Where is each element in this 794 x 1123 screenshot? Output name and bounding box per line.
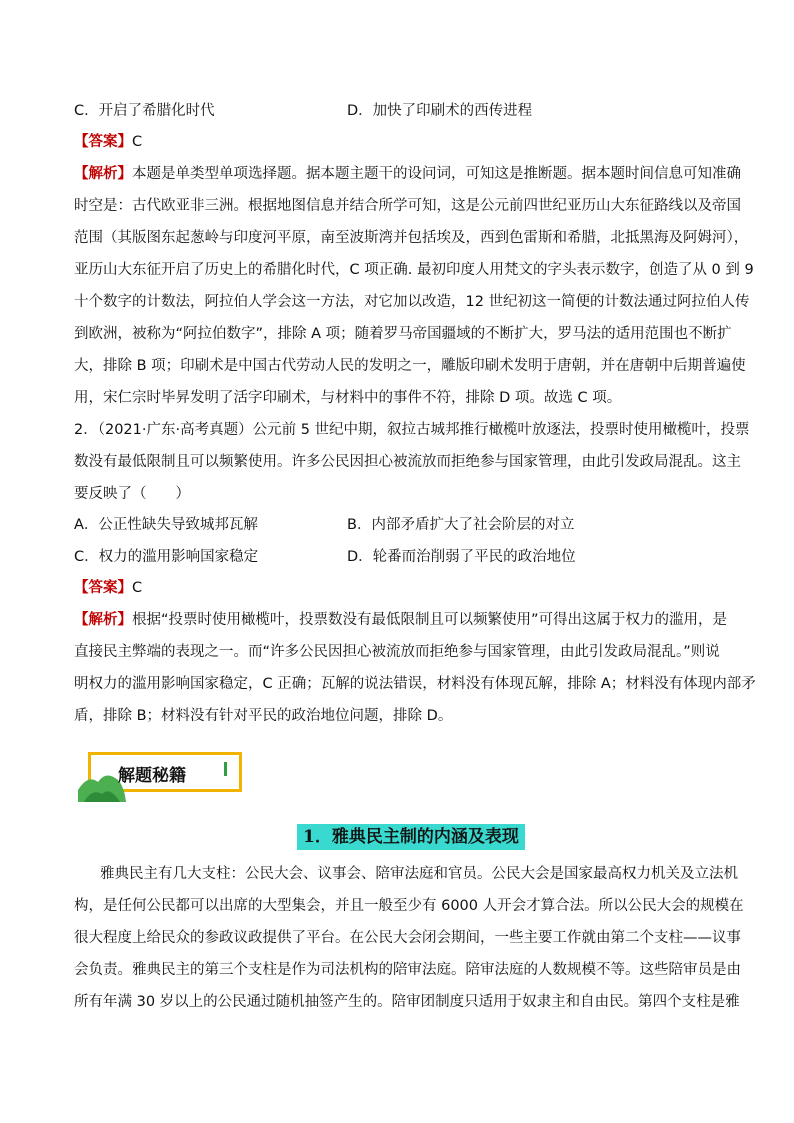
q2-analysis-line: 盾，排除 B；材料没有针对平民的政治地位问题，排除 D。	[74, 708, 453, 724]
q2-option-a: A．公正性缺失导致城邦瓦解	[74, 517, 258, 533]
section-paragraph-line: 所有年满 30 岁以上的公民通过随机抽签产生的。陪审团制度只适用于奴隶主和自由民。第四个支柱是雅	[74, 994, 740, 1010]
q1-analysis-line	[74, 164, 741, 184]
section-title: 1．雅典民主制的内涵及表现	[297, 824, 525, 850]
q2-stem-line: 2．（2021·广东·高考真题）公元前 5 世纪中期，叙拉古城邦推行橄榄叶放逐法，投票时使用橄榄叶，投票	[74, 422, 750, 438]
q1-analysis-line: 大，排除 B 项；印刷术是中国古代劳动人民的发明之一，雕版印刷术发明于唐朝，并在唐朝中后期普遍使	[74, 358, 746, 374]
q1-analysis-line: 时空是：古代欧亚非三洲。根据地图信息并结合所学可知，这是公元前四世纪亚历山大东征路线以及帝国	[74, 198, 741, 214]
q1-analysis-line: 亚历山大东征开启了历史上的希腊化时代，C 项正确. 最初印度人用梵文的字头表示数字，创造了从 0 到 9	[74, 262, 754, 278]
q2-analysis-line: 明权力的滥用影响国家稳定，C 正确；瓦解的说法错误，材料没有体现瓦解，排除 A；材料没有体现内部矛	[74, 676, 756, 692]
q2-answer	[74, 578, 142, 598]
analysis-tag: 【解析】	[74, 612, 132, 628]
tips-badge	[78, 752, 246, 802]
q2-analysis-line: 直接民主弊端的表现之一。而“许多公民因担心被流放而拒绝参与国家管理，由此引发政局混乱。”则说	[74, 644, 720, 660]
q1-analysis-line: 十个数字的计数法，阿拉伯人学会这一方法，对它加以改造，12 世纪初这一简便的计数法通过阿拉伯人传	[74, 294, 750, 310]
badge-accent	[224, 762, 227, 776]
answer-value: C	[132, 134, 143, 150]
q2-analysis-line	[74, 610, 727, 630]
q2-option-d: D．轮番而治削弱了平民的政治地位	[347, 549, 576, 565]
section-paragraph-line: 很大程度上给民众的参政议政提供了平台。在公民大会闭会期间，一些主要工作就由第二个支柱——议事	[74, 930, 741, 946]
section-paragraph-line: 构，是任何公民都可以出席的大型集会，并且一般至少有 6000 人开会才算合法。所以公民大会的规模在	[74, 898, 744, 914]
answer-value: C	[132, 580, 143, 596]
q1-answer	[74, 132, 142, 152]
q1-analysis-line: 范围（其版图东起葱岭与印度河平原，南至波斯湾并包括埃及，西到色雷斯和希腊，北抵黑海及阿姆河），	[74, 230, 749, 246]
q1-option-d: D．加快了印刷术的西传进程	[347, 103, 533, 119]
q1-option-c: C．开启了希腊化时代	[74, 103, 215, 119]
q2-option-c: C．权力的滥用影响国家稳定	[74, 549, 259, 565]
analysis-tag: 【解析】	[74, 166, 132, 182]
answer-tag: 【答案】	[74, 580, 132, 596]
section-paragraph-line: 雅典民主有几大支柱：公民大会、议事会、陪审法庭和官员。公民大会是国家最高权力机关及立法机	[100, 866, 738, 882]
q1-analysis-line: 到欧洲，被称为“阿拉伯数字”，排除 A 项；随着罗马帝国疆域的不断扩大，罗马法的适用范围也不断扩	[74, 326, 732, 342]
q1-analysis-line: 用，宋仁宗时毕昇发明了活字印刷术，与材料中的事件不符，排除 D 项。故选 C 项。	[74, 390, 622, 406]
answer-tag: 【答案】	[74, 134, 132, 150]
q2-option-b: B．内部矛盾扩大了社会阶层的对立	[347, 517, 575, 533]
q2-stem-line: 要反映了（ ）	[74, 486, 190, 502]
analysis-text: 根据“投票时使用橄榄叶，投票数没有最低限制且可以频繁使用”可得出这属于权力的滥用，是	[132, 612, 728, 628]
section-paragraph-line: 会负责。雅典民主的第三个支柱是作为司法机构的陪审法庭。陪审法庭的人数规模不等。这些陪审员是由	[74, 962, 741, 978]
analysis-text: 本题是单类型单项选择题。据本题主题干的设问词，可知这是推断题。据本题时间信息可知准确	[132, 166, 741, 182]
badge-label: 解题秘籍	[118, 766, 186, 786]
q2-stem-line: 数没有最低限制且可以频繁使用。许多公民因担心被流放而拒绝参与国家管理，由此引发政局混乱。这主	[74, 454, 741, 470]
